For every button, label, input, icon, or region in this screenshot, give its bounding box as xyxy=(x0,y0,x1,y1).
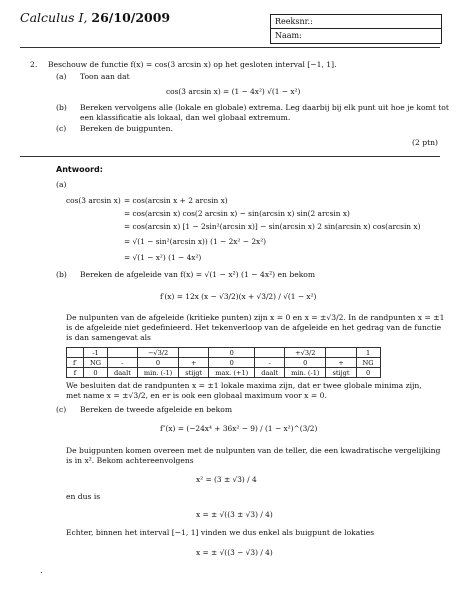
sign-table-row-x xyxy=(67,348,381,358)
sign-table-cell: f′ xyxy=(67,358,84,368)
x-value-formula: x = ± √((3 ± √3) / 4) xyxy=(196,510,273,519)
ans-a-step-2: = cos(arcsin x) cos(2 arcsin x) − sin(arcsin x) sin(2 arcsin x) xyxy=(124,209,350,218)
ans-b-label: (b) xyxy=(56,270,67,279)
sign-table-cell: +√3/2 xyxy=(285,348,326,358)
sign-table-row-fprime xyxy=(67,358,381,368)
ans-a-step-4: = √(1 − sin²(arcsin x)) (1 − 2x² − 2x²) xyxy=(124,237,267,246)
sign-table xyxy=(66,347,381,378)
sign-table-cell: 0 xyxy=(83,368,107,378)
header-divider xyxy=(20,47,440,48)
x-final-formula: x = ± √((3 − √3) / 4) xyxy=(196,548,273,557)
question-intro: Beschouw de functie f(x) = cos(3 arcsin x) op het gesloten interval [−1, 1]. xyxy=(48,60,337,69)
ans-c-label: (c) xyxy=(56,405,67,414)
q-b-text-1: Bereken vervolgens alle (lokale en globale) extrema. Leg daarbij bij elk punt uit hoe je komt tot xyxy=(80,103,449,112)
sign-table-cell xyxy=(179,348,209,358)
reeksnr-field: Reeksnr.: xyxy=(271,15,441,29)
q-a-label: (a) xyxy=(56,72,67,81)
ans-b-para-3: is dan samengevat als xyxy=(66,333,151,342)
ans-c-text: Bereken de tweede afgeleide en bekom xyxy=(80,405,233,414)
ans-a-step-1: = cos(arcsin x + 2 arcsin x) xyxy=(124,196,228,205)
points-label: (2 ptn) xyxy=(412,138,438,147)
q-c-text: Bereken de buigpunten. xyxy=(80,124,173,133)
sign-table-cell: stijgt xyxy=(326,368,356,378)
sign-table-cell: 0 xyxy=(137,358,178,368)
exam-date: 26/10/2009 xyxy=(91,10,171,25)
q-b-label: (b) xyxy=(56,103,67,112)
sign-table-cell: 0 xyxy=(209,348,255,358)
ans-c-para-1: De buigpunten komen overeen met de nulpunten van de teller, die een kwadratische vergelijking xyxy=(66,446,441,455)
second-derivative-formula: f″(x) = (−24x⁴ + 36x² − 9) / (1 − x²)^(3/2) xyxy=(160,424,318,433)
sign-table-row-f xyxy=(67,368,381,378)
question-number: 2. xyxy=(30,60,38,69)
sign-table-cell: min. (-1) xyxy=(285,368,326,378)
ans-b-conclusion-2: met name x = ±√3/2, en er is ook een globaal maximum voor x = 0. xyxy=(66,391,327,400)
sign-table-cell: −√3/2 xyxy=(137,348,178,358)
sign-table-cell: daalt xyxy=(255,368,285,378)
trailing-dot: . xyxy=(40,566,43,575)
sign-table-cell: NG xyxy=(83,358,107,368)
sign-table-cell xyxy=(255,348,285,358)
q-b-text-2: een klassificatie als lokaal, dan wel globaal extremum. xyxy=(80,113,291,122)
ans-b-conclusion-1: We besluiten dat de randpunten x = ±1 lokale maxima zijn, dat er twee globale minima zijn, xyxy=(66,381,422,390)
sign-table-cell: 1 xyxy=(356,348,380,358)
sign-table-cell xyxy=(108,348,138,358)
student-info-box xyxy=(270,14,442,44)
ans-b-text: Bereken de afgeleide van f(x) = √(1 − x²) (1 − 4x²) en bekom xyxy=(80,270,316,279)
sign-table-cell: + xyxy=(179,358,209,368)
sign-table-cell: max. (+1) xyxy=(209,368,255,378)
q-a-text: Toon aan dat xyxy=(80,72,130,81)
course-name: Calculus I, xyxy=(20,10,88,25)
sign-table-cell: - xyxy=(255,358,285,368)
en-dus-text: en dus is xyxy=(66,492,101,501)
sign-table-cell: 0 xyxy=(356,368,380,378)
x-squared-formula: x² = (3 ± √3) / 4 xyxy=(196,475,257,484)
sign-table-cell: stijgt xyxy=(179,368,209,378)
page-title xyxy=(20,10,170,25)
sign-table-cell: -1 xyxy=(83,348,107,358)
ans-a-lhs: cos(3 arcsin x) xyxy=(66,196,121,205)
identity-formula: cos(3 arcsin x) = (1 − 4x²) √(1 − x²) xyxy=(166,87,301,96)
ans-c-para-2: is in x². Bekom achtereenvolgens xyxy=(66,456,194,465)
ans-a-step-3: = cos(arcsin x) [1 − 2sin²(arcsin x)] − sin(arcsin x) 2 sin(arcsin x) cos(arcsin x) xyxy=(124,222,421,231)
derivative-formula: f′(x) = 12x (x − √3/2)(x + √3/2) / √(1 − x²) xyxy=(160,292,317,301)
sign-table-cell: NG xyxy=(356,358,380,368)
sign-table-cell: + xyxy=(326,358,356,368)
ans-b-para-1: De nulpunten van de afgeleide (kritieke punten) zijn x = 0 en x = ±√3/2. In de randpunten x = ±1 xyxy=(66,313,445,322)
sign-table-cell: min. (-1) xyxy=(137,368,178,378)
ans-a-step-5: = √(1 − x²) (1 − 4x²) xyxy=(124,253,202,262)
sign-table-cell: f xyxy=(67,368,84,378)
q-c-label: (c) xyxy=(56,124,67,133)
naam-field: Naam: xyxy=(275,31,302,40)
sign-table-cell: 0 xyxy=(285,358,326,368)
sign-table-cell: - xyxy=(108,358,138,368)
ans-a-label: (a) xyxy=(56,180,67,189)
sign-table-cell: daalt xyxy=(108,368,138,378)
sign-table-cell: 0 xyxy=(209,358,255,368)
answer-heading: Antwoord: xyxy=(56,165,103,174)
sign-table-cell xyxy=(326,348,356,358)
ans-c-final: Echter, binnen het interval [−1, 1] vinden we dus enkel als buigpunt de lokaties xyxy=(66,528,375,537)
sign-table-cell xyxy=(67,348,84,358)
answer-divider xyxy=(20,156,440,157)
ans-b-para-2: is de afgeleide niet gedefinieerd. Het tekenverloop van de afgeleide en het gedrag van de functie xyxy=(66,323,442,332)
